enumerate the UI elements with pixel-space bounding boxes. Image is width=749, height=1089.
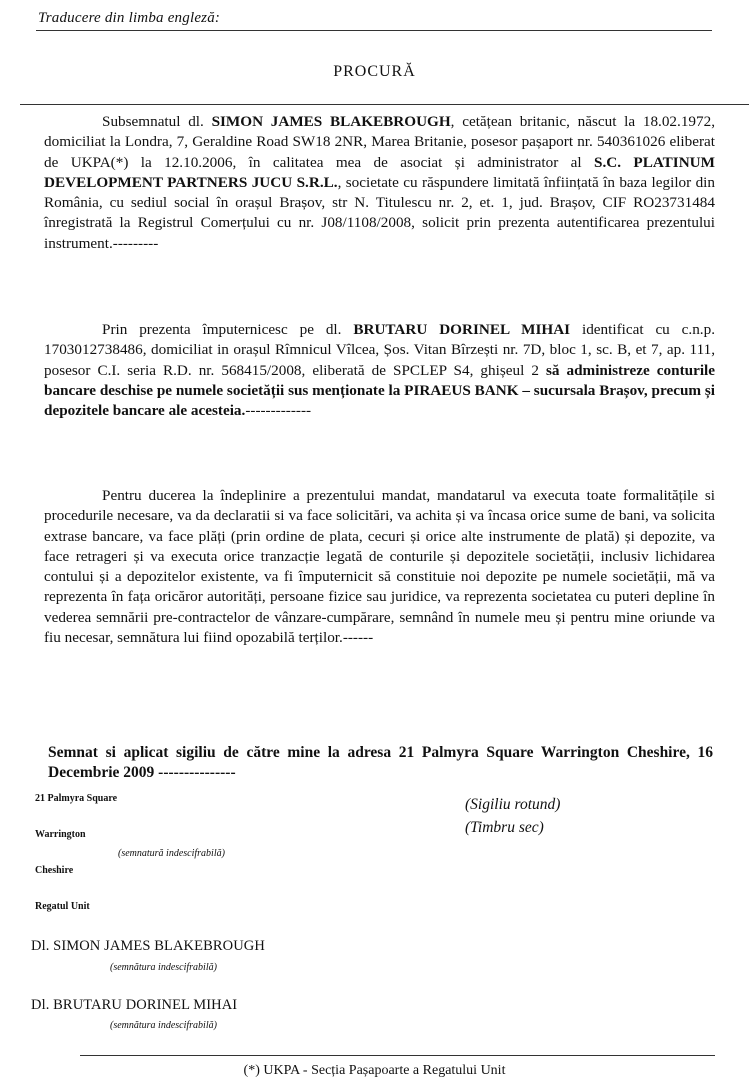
text-run: ------------- [245, 402, 312, 420]
signature-note: (semnatură indescifrabilă) [118, 848, 225, 859]
address-line: Warrington [35, 829, 86, 840]
bold-text: SIMON JAMES BLAKEBROUGH [211, 113, 451, 130]
paragraph-powers [44, 486, 715, 648]
paragraph-text: Pentru ducerea la îndeplinire a prezentului mandat, mandatarul va executa toate formalitățile si procedurile necesare, va da declaratii si va face solicitări, va achita și va încasa orice sume de bani, va solicita extrase bancare, va face plăți (prin ordine de plata, cecuri și orice alte instrumente de plată) și depozite, va face retrageri și va executa orice tranzacție legată de conturile și depozitele societății, inclusiv lichidarea contului și a depozitelor existente, va fi împuternicit să constituie noi depozite pe numele societății, mă va reprezenta în fața oricăror autorități, persoane fizice sau juridice, va reprezenta societatea cu puteri depline în vederea semnării pre-contractelor de vânzare-cumpărare, semnând în numele meu și pentru mine oriunde va fiu necesar, semnătura lui fiind opozabilă terților.------ [44, 487, 715, 647]
title-rule [20, 104, 749, 105]
seal-note: (Sigiliu rotund) [465, 796, 561, 813]
address-line: 21 Palmyra Square [35, 793, 118, 804]
signature-note: (semnătura indescifrabilă) [110, 1020, 217, 1031]
signatory-name: Dl. SIMON JAMES BLAKEBROUGH [31, 938, 265, 954]
seal-note: (Timbru sec) [465, 819, 544, 836]
paragraph-declaration [44, 112, 715, 254]
address-line: Regatul Unit [35, 901, 90, 912]
bold-text: S.C. PLATINUM DEVELOPMENT PARTNERS JUCU S.R.L. [44, 153, 715, 191]
text-run: , cetățean britanic, născut la 18.02.1972, domiciliat la Londra, 7, Geraldine Road SW18 2NR, Marea Britanie, posesor pașaport nr. 540361026 eliberat de UKPA(*) la 12.10.2006, în calitatea mea de asociat și administrator al [44, 113, 715, 171]
header-rule [36, 30, 712, 31]
paragraph-text [44, 112, 715, 254]
document-title: PROCURĂ [333, 63, 416, 80]
text-run: identificat cu c.n.p. 1703012738486, domiciliat in orașul Rîmnicul Vîlcea, Șos. Vitan Bîrzești nr. 7D, bloc 1, sc. B, et 7, ap. 111, posesor C.I. seria R.D. nr. 568415/2008, eliberată de SPCLEP S4, ghișeul 2 [44, 321, 715, 379]
address-line: Cheshire [35, 865, 74, 876]
signed-statement: Semnat si aplicat sigiliu de către mine la adresa 21 Palmyra Square Warrington Cheshire, 16 Decembrie 2009 --------------- [48, 744, 713, 781]
signature-note: (semnătura indescifrabilă) [110, 962, 217, 973]
translation-header: Traducere din limba engleză: [38, 10, 221, 26]
footnote: (*) UKPA - Secția Pașapoarte a Regatului Unit [243, 1063, 506, 1078]
paragraph-mandate [44, 320, 715, 421]
bold-text: BRUTARU DORINEL MIHAI [353, 321, 571, 338]
paragraph-text [44, 320, 715, 421]
text-run: , societate cu răspundere limitată înființată în baza legilor din România, cu sediul social în orașul Brașov, str N. Titulescu nr. 2, et. 1, jud. Brașov, CIF RO23731484 înregistrată la Registrul Comerțului cu nr. J08/1108/2008, solicit prin prezenta autentificarea prezentului instrument.--------- [44, 173, 715, 252]
signatory-name: Dl. BRUTARU DORINEL MIHAI [31, 997, 238, 1013]
text-run: Subsemnatul dl. [102, 113, 212, 130]
bold-text: să administreze conturile bancare deschise pe numele societății sus menționate la PIRAEUS BANK – sucursala Brașov, precum și depozitele bancare ale acesteia. [44, 361, 715, 420]
text-run: Prin prezenta împuternicesc pe dl. [102, 321, 354, 338]
footnote-rule [80, 1055, 715, 1056]
